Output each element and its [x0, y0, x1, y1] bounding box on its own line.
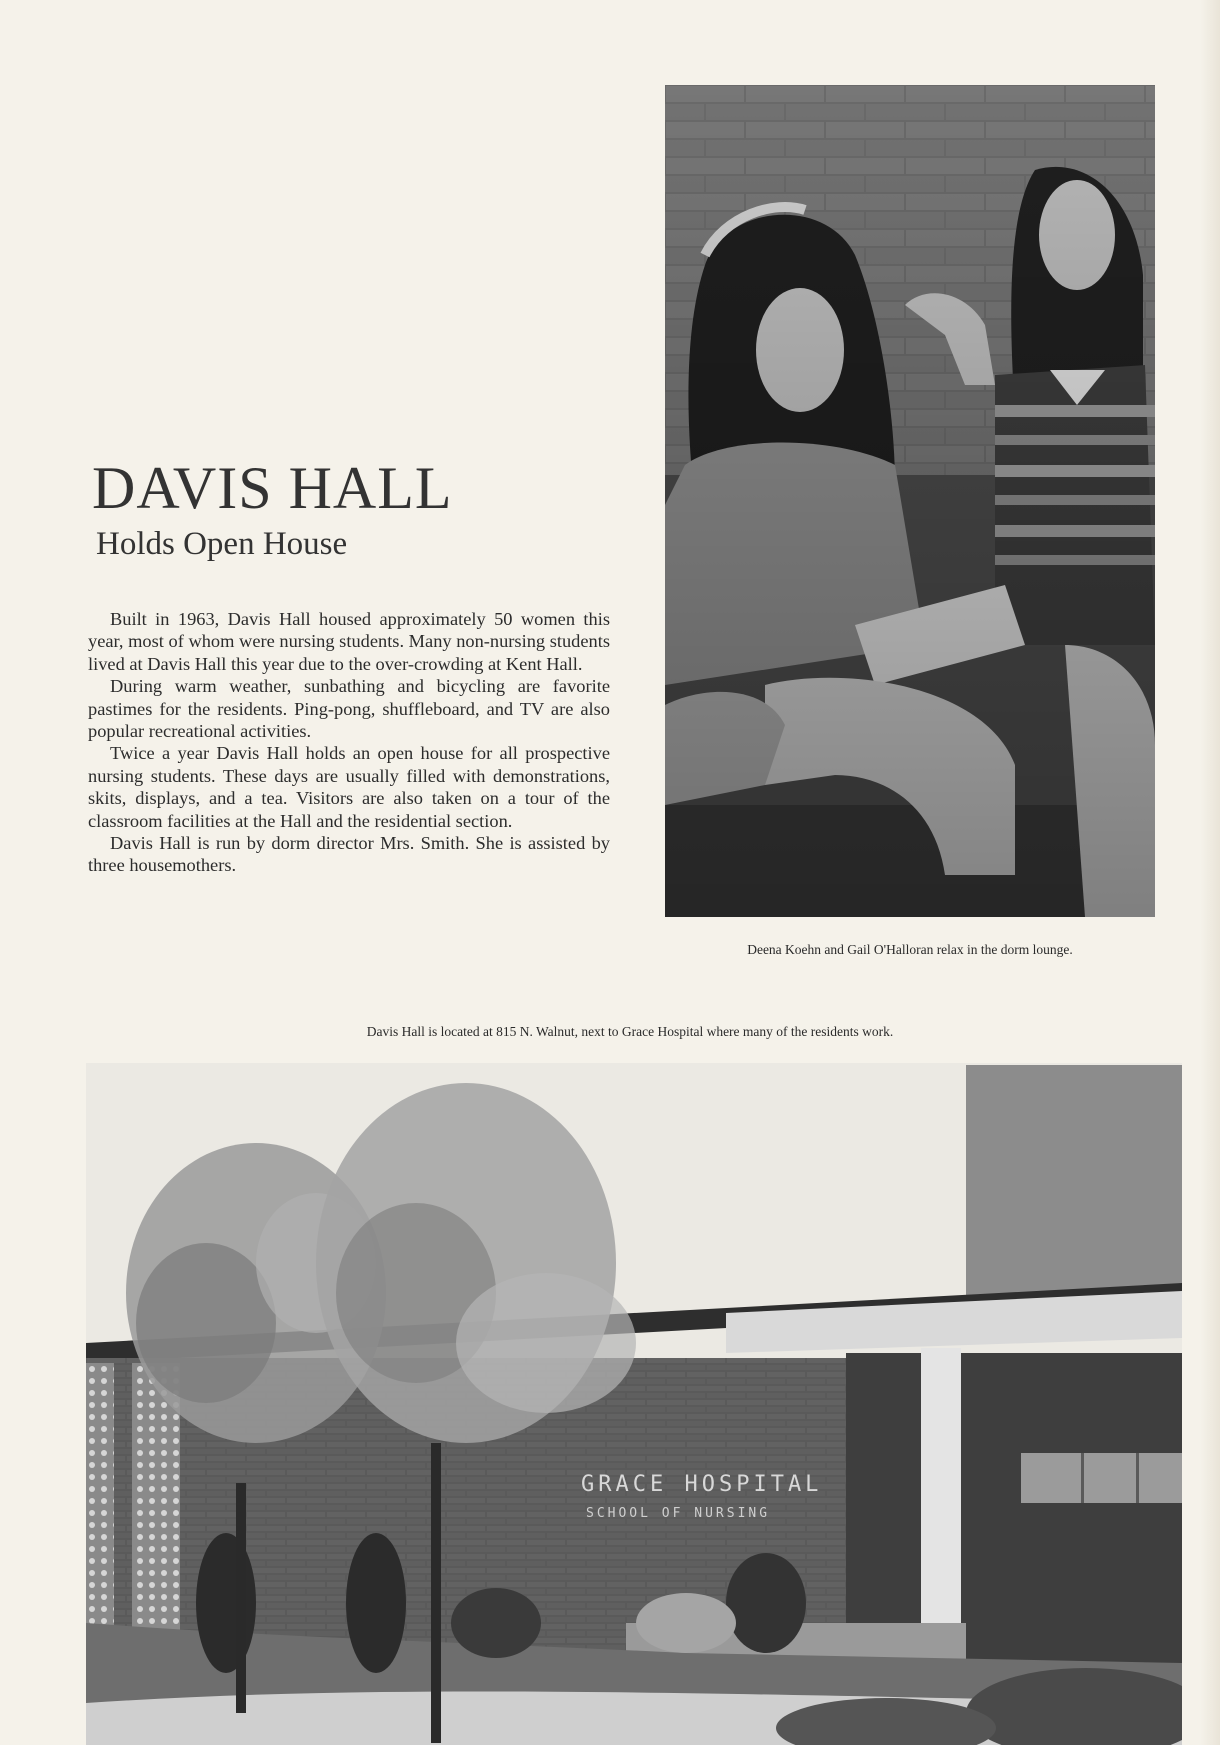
dorm-lounge-photo: [665, 85, 1155, 917]
article-title: DAVIS HALL: [92, 455, 453, 521]
dorm-lounge-photo-image: [665, 85, 1155, 917]
article-paragraph: Built in 1963, Davis Hall housed approximately 50 women this year, most of whom were nursing students. Many non-nursing students lived at Davis Hall this year due to the over-crowding at Kent Hall.: [88, 609, 610, 674]
grace-hospital-photo-image: [86, 1063, 1182, 1745]
page-edge-shadow: [1200, 0, 1220, 1745]
article-subtitle: Holds Open House: [96, 526, 348, 562]
grace-hospital-photo: [86, 1063, 1182, 1745]
article-paragraph: Davis Hall is run by dorm director Mrs. Smith. She is assisted by three housemothers.: [88, 833, 610, 876]
hospital-photo-caption: Davis Hall is located at 815 N. Walnut, next to Grace Hospital where many of the residents work.: [366, 1024, 894, 1039]
dorm-lounge-caption: Deena Koehn and Gail O'Halloran relax in the dorm lounge.: [747, 942, 1073, 957]
article-paragraph: During warm weather, sunbathing and bicycling are favorite pastimes for the residents. Ping-pong, shuffleboard, and TV are also popular recreational activities.: [88, 676, 610, 742]
hospital-sign-line2: SCHOOL OF NURSING: [586, 1506, 771, 1521]
hospital-sign-line1: GRACE HOSPITAL: [581, 1472, 823, 1497]
article-body: [88, 608, 610, 877]
article-paragraph: Twice a year Davis Hall holds an open house for all prospective nursing students. These days are usually filled with demonstrations, skits, displays, and a tea. Visitors are also taken on a tour of the classroom facilities at the Hall and the residential section.: [88, 743, 610, 831]
